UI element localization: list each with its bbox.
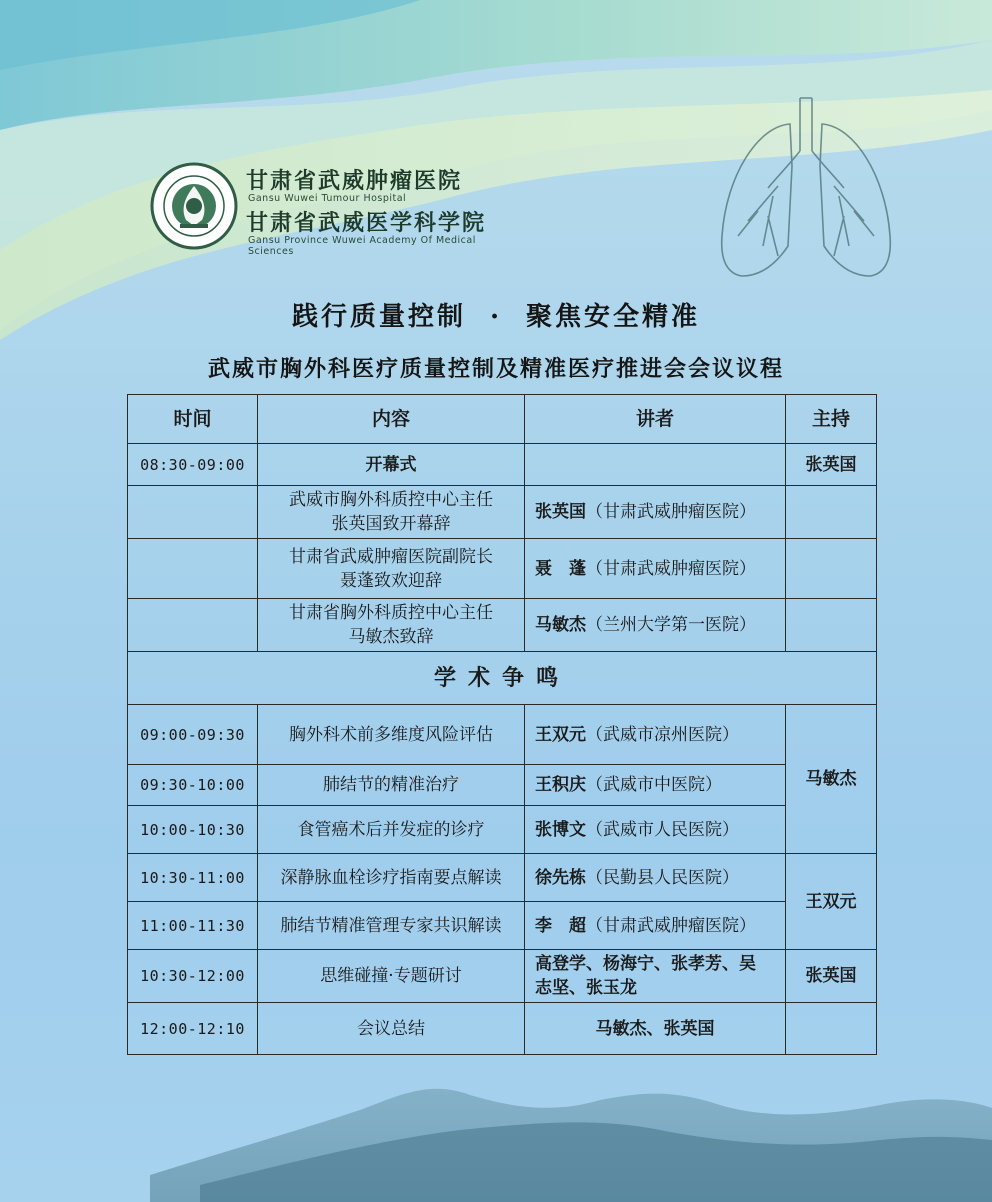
host-cell xyxy=(786,599,877,652)
speaker-affiliation: （武威市人民医院） xyxy=(586,819,739,840)
speaker-name: 张英国 xyxy=(535,502,586,522)
table-row xyxy=(128,444,877,486)
content-cell: 食管癌术后并发症的诊疗 xyxy=(258,806,525,854)
content-cell xyxy=(258,539,525,599)
table-row xyxy=(128,950,877,1003)
content-cell xyxy=(258,599,525,652)
content-cell xyxy=(258,486,525,539)
speaker-cell xyxy=(525,765,786,806)
speaker-name: 聂 蓬 xyxy=(535,558,586,579)
time-cell xyxy=(128,599,258,652)
content-cell: 肺结节精准管理专家共识解读 xyxy=(258,902,525,950)
table-row xyxy=(128,1003,877,1055)
time-cell: 10:30-11:00 xyxy=(128,854,258,902)
speaker-affiliation: （武威市凉州医院） xyxy=(586,724,739,745)
time-cell: 09:30-10:00 xyxy=(128,765,258,806)
hospital-name-cn-2: 甘肃省武威医学科学院 xyxy=(246,210,487,236)
table-row xyxy=(128,765,877,806)
speaker-cell xyxy=(525,854,786,902)
slogan-left: 践行质量控制 xyxy=(291,302,466,332)
time-cell: 11:00-11:30 xyxy=(128,902,258,950)
content-line: 张英国致开幕辞 xyxy=(331,514,451,534)
content-cell: 思维碰撞·专题研讨 xyxy=(258,950,525,1003)
table-row xyxy=(128,806,877,854)
speaker-line: 高登学、杨海宁、张孝芳、吴 xyxy=(535,954,756,974)
hospital-name-cn-1: 甘肃省武威肿瘤医院 xyxy=(246,168,463,194)
time-cell: 10:30-12:00 xyxy=(128,950,258,1003)
speaker-affiliation: （甘肃武威肿瘤医院） xyxy=(586,558,756,579)
time-cell: 08:30-09:00 xyxy=(128,444,258,486)
hospital-name-en-1: Gansu Wuwei Tumour Hospital xyxy=(248,193,407,204)
content-line: 甘肃省武威肿瘤医院副院长 xyxy=(289,546,493,567)
speaker-cell xyxy=(525,806,786,854)
header-speaker: 讲者 xyxy=(525,395,786,444)
speaker-name: 张博文 xyxy=(535,819,586,840)
speaker-name: 徐先栋 xyxy=(535,867,586,888)
host-cell xyxy=(786,486,877,539)
content-cell: 胸外科术前多维度风险评估 xyxy=(258,705,525,765)
content-cell: 深静脉血栓诊疗指南要点解读 xyxy=(258,854,525,902)
time-cell: 09:00-09:30 xyxy=(128,705,258,765)
speaker-name: 王积庆 xyxy=(535,775,586,795)
content-cell: 会议总结 xyxy=(258,1003,525,1055)
time-cell xyxy=(128,486,258,539)
host-cell: 张英国 xyxy=(786,950,877,1003)
content-cell: 开幕式 xyxy=(258,444,525,486)
table-header-row xyxy=(128,395,877,444)
table-row xyxy=(128,705,877,765)
speaker-cell xyxy=(525,539,786,599)
host-cell: 张英国 xyxy=(786,444,877,486)
host-cell xyxy=(786,539,877,599)
host-cell: 王双元 xyxy=(786,854,877,950)
speaker-affiliation: （甘肃武威肿瘤医院） xyxy=(586,502,756,522)
table-row xyxy=(128,599,877,652)
speaker-cell xyxy=(525,902,786,950)
time-cell: 10:00-10:30 xyxy=(128,806,258,854)
slogan xyxy=(0,296,992,333)
section-title: 学术争鸣 xyxy=(128,652,877,705)
slogan-right: 聚焦安全精准 xyxy=(526,302,701,332)
speaker-affiliation: （武威市中医院） xyxy=(586,775,722,795)
time-cell: 12:00-12:10 xyxy=(128,1003,258,1055)
section-header-row xyxy=(128,652,877,705)
speaker-affiliation: （兰州大学第一医院） xyxy=(586,615,756,635)
speaker-cell xyxy=(525,444,786,486)
speaker-cell xyxy=(525,486,786,539)
host-cell xyxy=(786,1003,877,1055)
table-row xyxy=(128,854,877,902)
agenda-table xyxy=(127,394,877,1055)
content-cell: 肺结节的精准治疗 xyxy=(258,765,525,806)
content-line: 马敏杰致辞 xyxy=(348,627,434,647)
speaker-cell xyxy=(525,705,786,765)
table-row xyxy=(128,486,877,539)
speaker-line: 志坚、张玉龙 xyxy=(535,978,637,998)
lungs-icon xyxy=(718,96,893,286)
content-line: 聂蓬致欢迎辞 xyxy=(340,570,442,591)
header-host: 主持 xyxy=(786,395,877,444)
header-time: 时间 xyxy=(128,395,258,444)
speaker-cell xyxy=(525,950,786,1003)
table-row xyxy=(128,539,877,599)
speaker-name: 王双元 xyxy=(535,724,586,745)
slogan-dot: · xyxy=(489,302,503,332)
speaker-name: 李 超 xyxy=(535,915,586,936)
time-cell xyxy=(128,539,258,599)
page-title: 武威市胸外科医疗质量控制及精准医疗推进会会议议程 xyxy=(207,356,784,382)
content-line: 甘肃省胸外科质控中心主任 xyxy=(289,603,493,623)
hospital-seal-icon xyxy=(150,162,238,250)
table-row xyxy=(128,902,877,950)
content-line: 武威市胸外科质控中心主任 xyxy=(289,490,493,510)
speaker-affiliation: （甘肃武威肿瘤医院） xyxy=(586,915,756,936)
header-content: 内容 xyxy=(258,395,525,444)
speaker-name: 马敏杰 xyxy=(535,615,586,635)
host-cell: 马敏杰 xyxy=(786,705,877,854)
speaker-cell: 马敏杰、张英国 xyxy=(525,1003,786,1055)
speaker-cell xyxy=(525,599,786,652)
hospital-logo-block xyxy=(150,160,490,255)
speaker-affiliation: （民勤县人民医院） xyxy=(586,867,739,888)
hospital-name-en-2: Gansu Province Wuwei Academy Of Medical Sciences xyxy=(248,235,476,257)
